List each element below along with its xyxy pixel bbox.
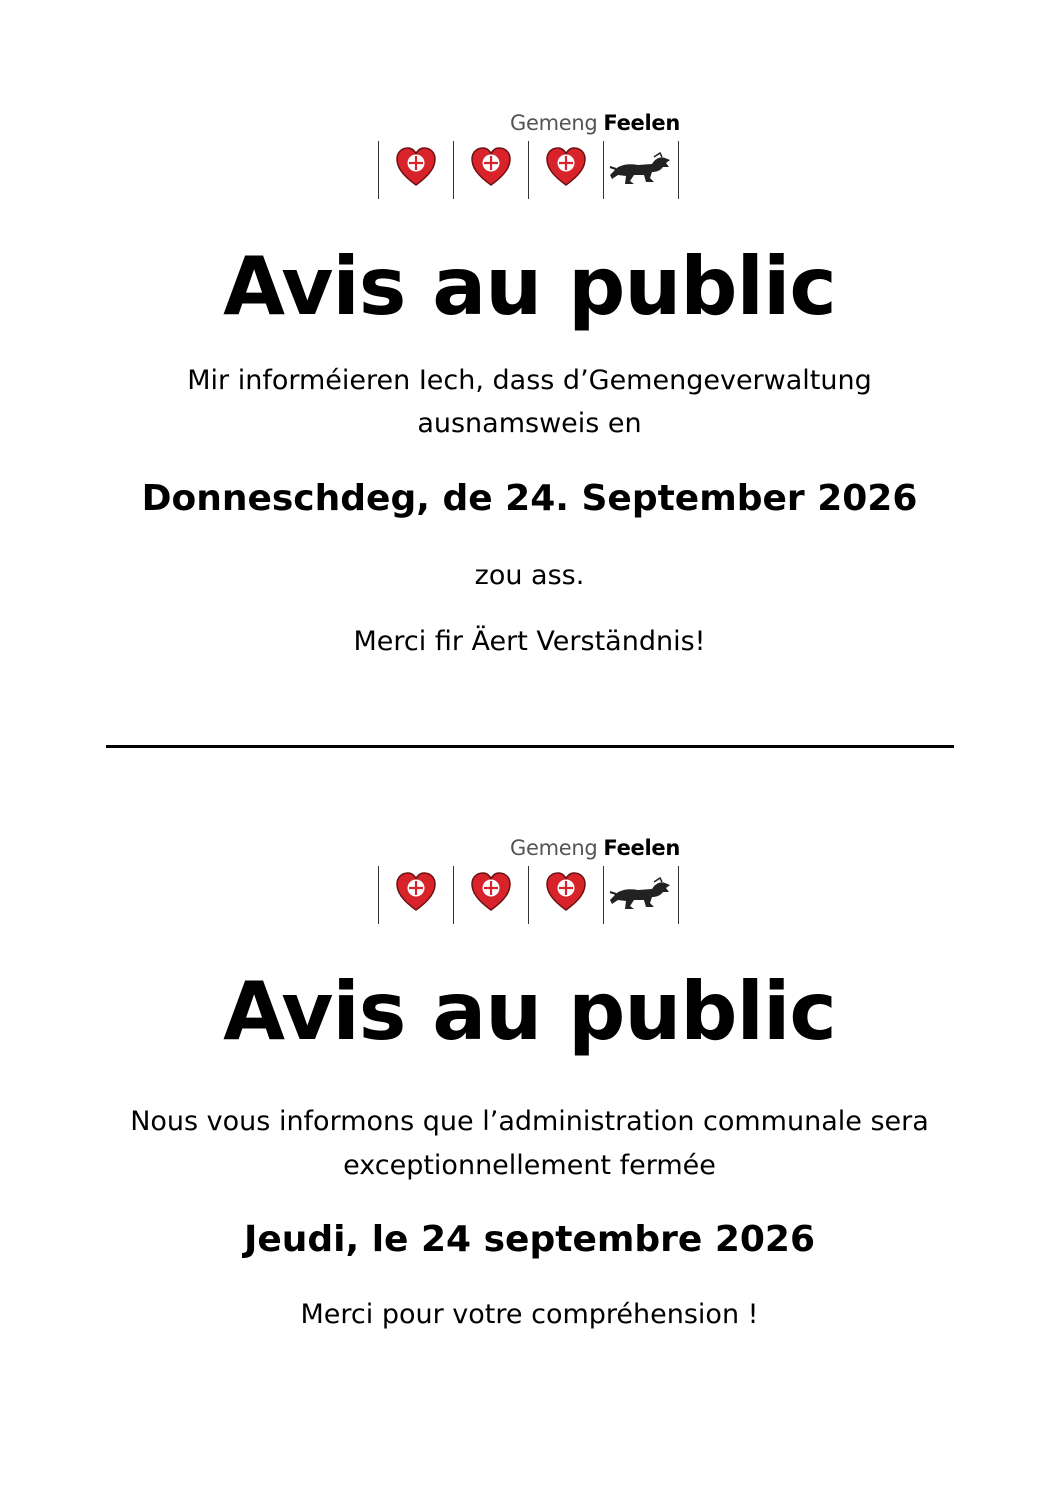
coat-of-arms-row: [378, 141, 680, 199]
notice-lb: [0, 0, 1059, 740]
lion-icon: [603, 870, 678, 920]
heart-cross-icon: [378, 870, 453, 920]
heart-cross-icon: [528, 870, 603, 920]
page-title: Avis au public: [223, 965, 836, 1058]
thanks-text: Merci fir Äert Verständnis!: [353, 626, 706, 657]
heart-cross-icon: [528, 145, 603, 195]
intro-line-2: ausnamsweis en: [417, 408, 642, 439]
separator-rule: [106, 745, 954, 748]
heart-cross-icon: [453, 145, 528, 195]
closure-date: Jeudi, le 24 septembre 2026: [243, 1219, 816, 1260]
intro-line-1: Mir informéieren Iech, dass d’Gemengeverwaltung: [187, 365, 872, 396]
municipality-name: Gemeng Feelen: [510, 836, 680, 860]
page-title: Avis au public: [223, 240, 836, 333]
notice-fr: [0, 750, 1059, 1497]
closure-date: Donneschdeg, de 24. September 2026: [141, 478, 918, 519]
closed-text: zou ass.: [474, 560, 585, 591]
heart-cross-icon: [378, 145, 453, 195]
coat-of-arms-row: [378, 866, 680, 924]
intro-line-2: exceptionnellement fermée: [343, 1150, 716, 1181]
thanks-text: Merci pour votre compréhension !: [300, 1299, 759, 1330]
lion-icon: [603, 145, 678, 195]
heart-cross-icon: [453, 870, 528, 920]
intro-line-1: Nous vous informons que l’administration communale sera: [130, 1106, 929, 1137]
municipality-logo: [378, 111, 680, 211]
municipality-logo: [378, 836, 680, 936]
municipality-name: Gemeng Feelen: [510, 111, 680, 135]
